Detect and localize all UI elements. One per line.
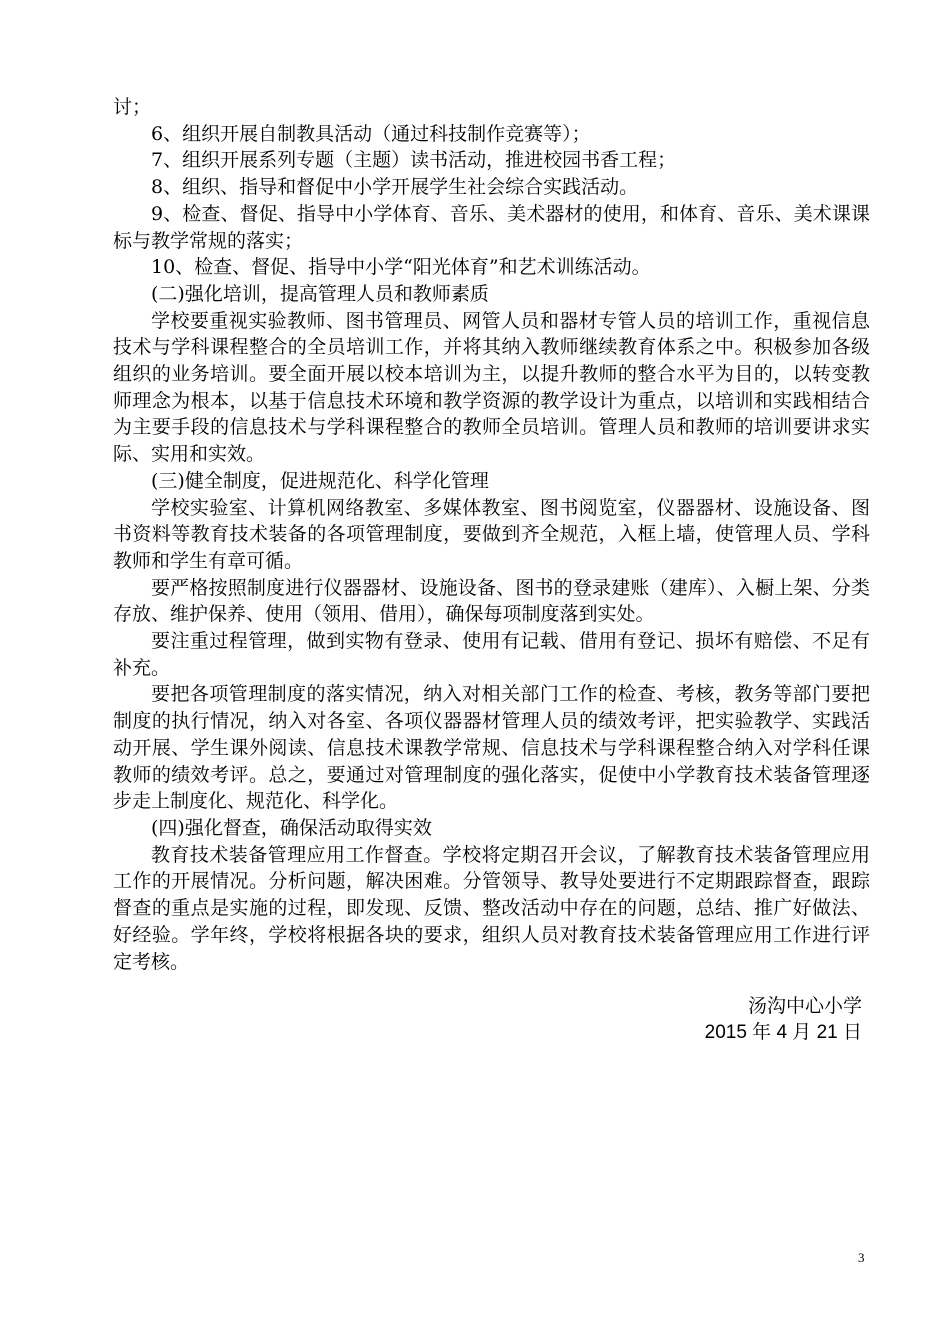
signature-block xyxy=(705,993,862,1046)
paragraph: 讨； xyxy=(113,96,152,118)
paragraph: 学校要重视实验教师、图书管理员、网管人员和器材专管人员的培训工作，重视信息技术与学科课程整合的全员培训工作，并将其纳入教师继续教育体系之中。积极参加各级组织的业务培训。要全面开展以校本培训为主，以提升教师的整合水平为目的，以转变教师理念为根本，以基于信息技术环境和教学资源的教学设计为重点，以培训和实践相结合为主要手段的信息技术与学科课程整合的教师全员培训。管理人员和教师的培训要讲求实际、实用和实效。 xyxy=(113,309,870,466)
paragraph: 6、组织开展自制教具活动（通过科技制作竞赛等）； xyxy=(151,122,591,145)
paragraph: 10、检查、督促、指导中小学“阳光体育”和艺术训练活动。 xyxy=(151,256,651,279)
paragraph: 要注重过程管理，做到实物有登录、使用有记载、借用有登记、损坏有赔偿、不足有补充。 xyxy=(113,630,870,679)
paragraph: 9、检查、督促、指导中小学体育、音乐、美术器材的使用，和体育、音乐、美术课课标与教学常规的落实； xyxy=(113,202,870,252)
paragraph: 要严格按照制度进行仪器器材、设施设备、图书的登录建账（建库）、入橱上架、分类存放、维护保养、使用（领用、借用），确保每项制度落到实处。 xyxy=(113,576,870,626)
signature-date: 2015 年 4 月 21 日 xyxy=(704,1021,862,1043)
document-body xyxy=(113,94,870,975)
paragraph: 7、组织开展系列专题（主题）读书活动，推进校园书香工程； xyxy=(151,149,677,172)
signature-school: 汤沟中心小学 xyxy=(747,995,862,1017)
paragraph: (二)强化培训，提高管理人员和教师素质 xyxy=(151,282,489,305)
paragraph: 8、组织、指导和督促中小学开展学生社会综合实践活动。 xyxy=(151,176,639,199)
page-number: 3 xyxy=(858,1250,865,1265)
paragraph: (四)强化督查，确保活动取得实效 xyxy=(151,816,432,839)
paragraph: 学校实验室、计算机网络教室、多媒体教室、图书阅览室，仪器器材、设施设备、图书资料等教育技术装备的各项管理制度，要做到齐全规范，入框上墙，使管理人员、学科教师和学生有章可循。 xyxy=(113,496,870,572)
paragraph: 要把各项管理制度的落实情况，纳入对相关部门工作的检查、考核，教务等部门要把制度的执行情况，纳入对各室、各项仪器器材管理人员的绩效考评，把实验教学、实践活动开展、学生课外阅读、信息技术课教学常规、信息技术与学科课程整合纳入对学科任课教师的绩效考评。总之，要通过对管理制度的强化落实，促使中小学教育技术装备管理逐步走上制度化、规范化、科学化。 xyxy=(113,683,870,813)
paragraph: (三)健全制度，促进规范化、科学化管理 xyxy=(151,469,489,492)
paragraph: 教育技术装备管理应用工作督查。学校将定期召开会议，了解教育技术装备管理应用工作的开展情况。分析问题，解决困难。分管领导、教导处要进行不定期跟踪督查，跟踪督查的重点是实施的过程，即发现、反馈、整改活动中存在的问题，总结、推广好做法、好经验。学年终，学校将根据各块的要求，组织人员对教育技术装备管理应用工作进行评定考核。 xyxy=(113,843,870,973)
